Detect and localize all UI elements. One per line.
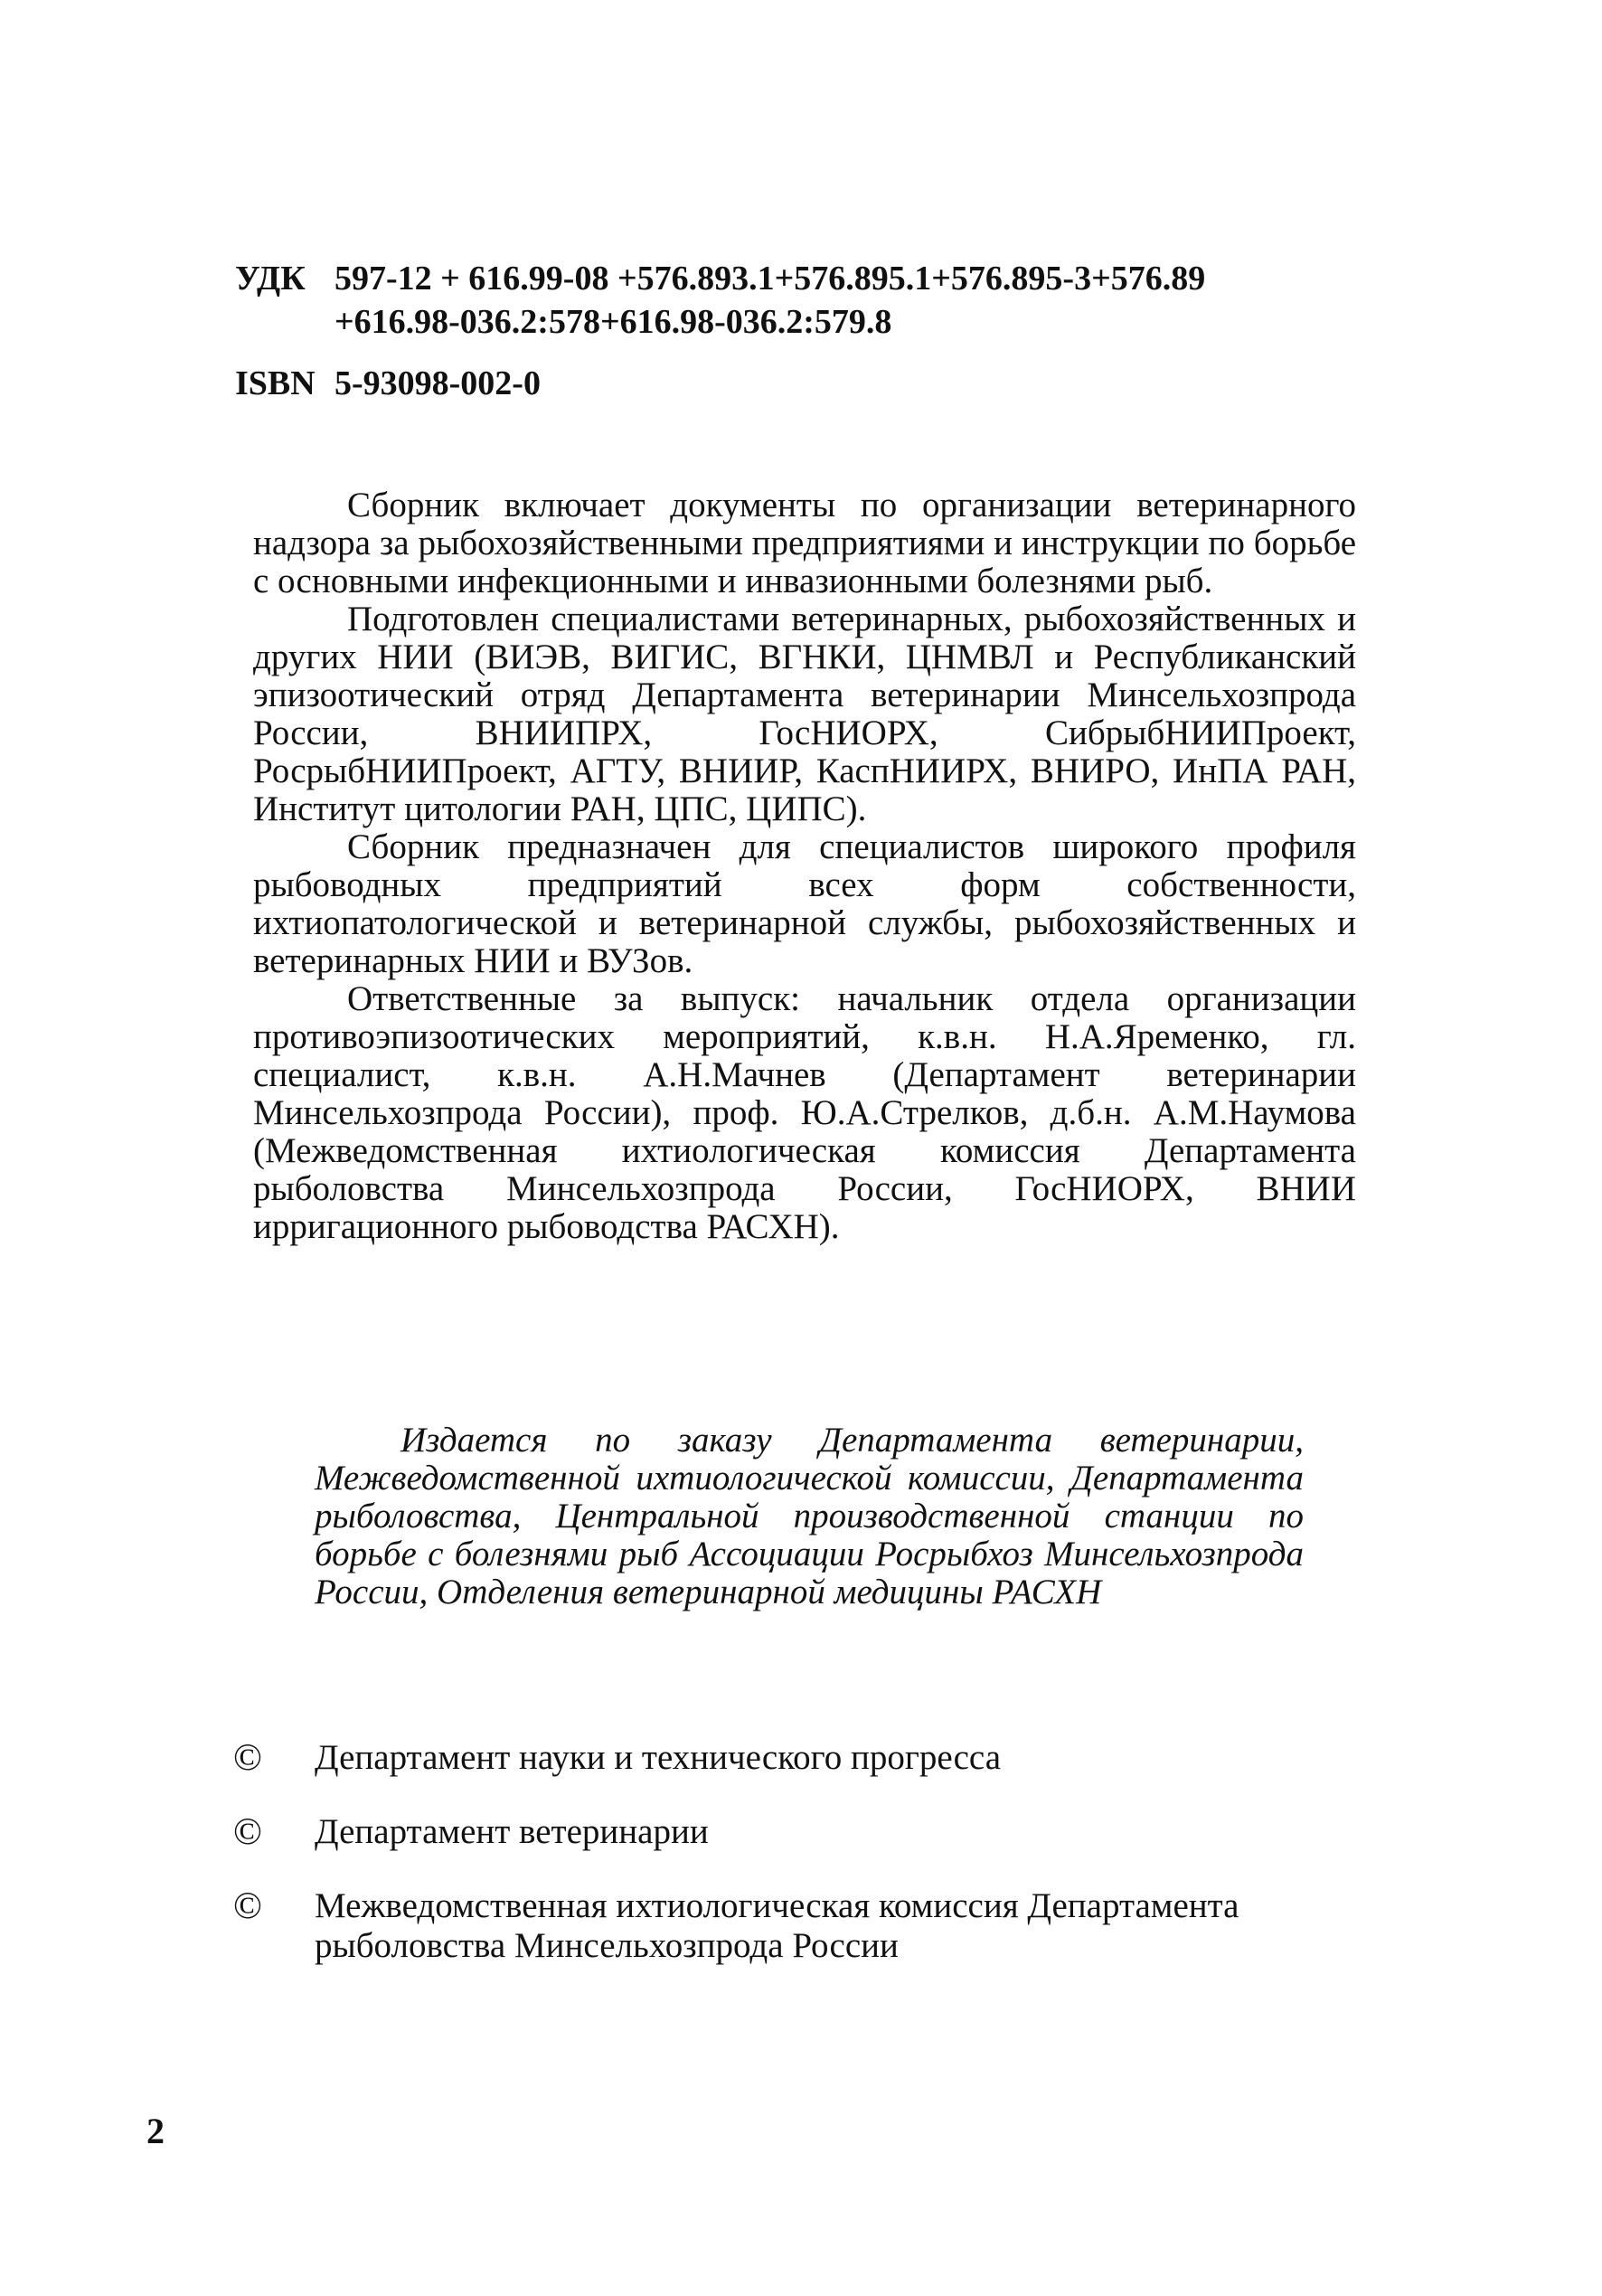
annotation-text [253, 487, 1356, 1246]
isbn-value: 5-93098-002-0 [335, 364, 541, 402]
copyright-holder: Департамент науки и технического прогресса [315, 1738, 1002, 1777]
paragraph-authors: Подготовлен специалистами ветеринарных, рыбохозяйственных и других НИИ (ВИЭВ, ВИГИС, ВГНКИ, ЦНМВЛ и Республиканский эпизоотический отряд Департамента ветеринарии Минсельхозпрода России, ВНИИПРХ, ГосНИОРХ, СибрыбНИИПроект, РосрыбНИИПроект, АГТУ, ВНИИР, КаспНИИРХ, ВНИРО, ИнПА РАН, Институт цитологии РАН, ЦПС, ЦИПС). [253, 600, 1356, 828]
paragraph-responsible: Ответственные за выпуск: начальник отдела организации противоэпизоотических мероприятий, к.в.н. Н.А.Яременко, гл. специалист, к.в.н. А.Н.Мачнев (Департамент ветеринарии Минсельхозпрода России), проф. Ю.А.Стрелков, д.б.н. А.М.Наумова (Межведомственная ихтиологическая комиссия Департамента рыболовства Минсельхозпрода России, ГосНИОРХ, ВНИИ ирригационного рыбоводства РАСХН). [253, 979, 1356, 1246]
isbn-block [235, 362, 541, 405]
udk-block [235, 257, 1410, 344]
copyright-holder: Межведомственная ихтиологическая комиссия Департамента рыболовства Минсельхозпрода России [315, 1886, 1239, 1965]
publisher-note-text: Издается по заказу Департамента ветеринарии, Межведомственной ихтиологической комиссии, Департамента рыболовства, Центральной производственной станции по борьбе с болезнями рыб Ассоциации Росрыбхоз Минсельхозпрода России, Отделения ветеринарной медицины РАСХН [315, 1421, 1304, 1611]
copyright-icon: © [233, 1885, 262, 1927]
copyright-item [233, 1738, 1372, 1778]
udk-line-1 [235, 257, 1410, 300]
copyright-item [233, 1886, 1372, 1966]
copyright-icon: © [233, 1811, 262, 1853]
copyright-item [233, 1812, 1372, 1852]
page-number: 2 [146, 2111, 165, 2151]
udk-label: УДК [235, 260, 306, 298]
publisher-note [315, 1422, 1304, 1611]
copyright-list [233, 1738, 1372, 2000]
paragraph-audience: Сборник предназначен для специалистов широкого профиля рыбоводных предприятий всех форм собственности, ихтиопатологической и ветеринарной службы, рыбохозяйственных и ветеринарных НИИ и ВУЗов. [253, 827, 1356, 980]
isbn-label: ISBN [235, 364, 316, 402]
udk-codes-line-1: 597-12 + 616.99-08 +576.893.1+576.895.1+576.895-3+576.89 [335, 260, 1206, 298]
udk-codes-line-2: +616.98-036.2:578+616.98-036.2:579.8 [335, 303, 892, 341]
copyright-icon: © [233, 1737, 262, 1779]
copyright-holder: Департамент ветеринарии [315, 1812, 709, 1851]
paragraph-contents: Сборник включает документы по организации ветеринарного надзора за рыбохозяйственными предприятиями и инструкции по борьбе с основными инфекционными и инвазионными болезнями рыб. [253, 486, 1356, 600]
